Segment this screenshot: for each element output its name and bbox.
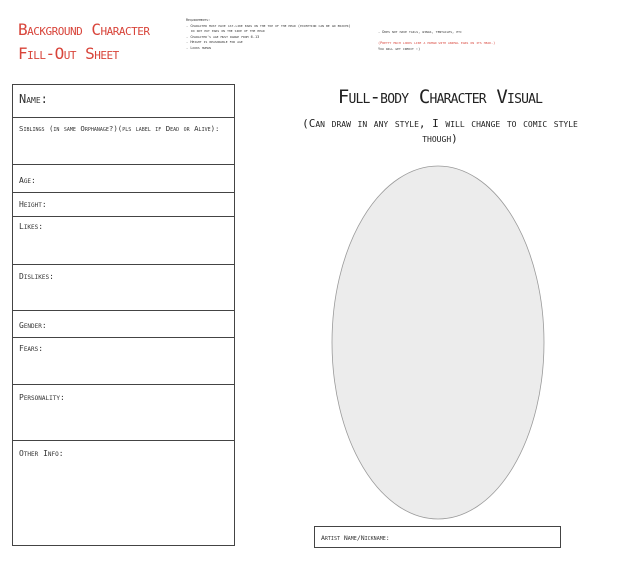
field-label: Dislikes: (19, 272, 54, 281)
field-label: Siblings (in same Orphanage?)(pls label if Dead or Alive): (19, 124, 220, 133)
gender-field[interactable] (13, 311, 234, 338)
character-form (12, 84, 235, 546)
requirement-item: - Character must have cat-like ears on the top of the head (exception can be an enjoyr) (186, 23, 351, 28)
field-label: Gender: (19, 321, 47, 330)
field-label: Age: (19, 176, 36, 185)
sheet-title-line-2: Fill-Out Sheet (18, 44, 119, 63)
field-label: Name: (19, 92, 48, 106)
artist-label: Artist Name/Nickname: (321, 534, 390, 542)
character-drawing-area[interactable] (331, 165, 545, 520)
visual-title: Full-body Character Visual (337, 86, 543, 108)
field-label: Fears: (19, 344, 44, 353)
fears-field[interactable] (13, 338, 234, 385)
requirements-heading: Requirements: (186, 18, 211, 22)
field-label: Personality: (19, 393, 65, 402)
requirement-item: - Looks human (186, 45, 211, 50)
requirement-item: do not put ears on the side of the head (191, 29, 265, 34)
visual-subtitle: (Can draw in any style, I will change to comic style though) (302, 117, 578, 145)
drawing-oval (332, 166, 544, 519)
artist-name-field[interactable] (314, 526, 561, 548)
name-field[interactable] (13, 85, 234, 118)
age-field[interactable] (13, 165, 234, 193)
requirement-item: - Does not have tails, wings, tentacles, etc (378, 30, 462, 34)
requirements-list (186, 18, 351, 52)
height-field[interactable] (13, 193, 234, 217)
sheet-title (18, 18, 188, 66)
field-label: Height: (19, 200, 47, 209)
field-label: Other Info: (19, 449, 64, 458)
requirement-note: (Pretty much looks like a human with animal ears on its head.) (378, 41, 496, 46)
field-label: Likes: (19, 222, 44, 231)
requirement-item: - Height is reasonable for age (186, 40, 243, 45)
other-info-field[interactable] (13, 441, 234, 545)
likes-field[interactable] (13, 217, 234, 265)
siblings-field[interactable] (13, 118, 234, 165)
personality-field[interactable] (13, 385, 234, 441)
dislikes-field[interactable] (13, 265, 234, 311)
credit-note: You will get credit :) (378, 46, 421, 51)
requirement-item: - Character's age must range from 6-13 (186, 34, 260, 39)
sheet-title-line-1: Background Character (18, 20, 150, 39)
requirements-list-right (378, 30, 495, 52)
